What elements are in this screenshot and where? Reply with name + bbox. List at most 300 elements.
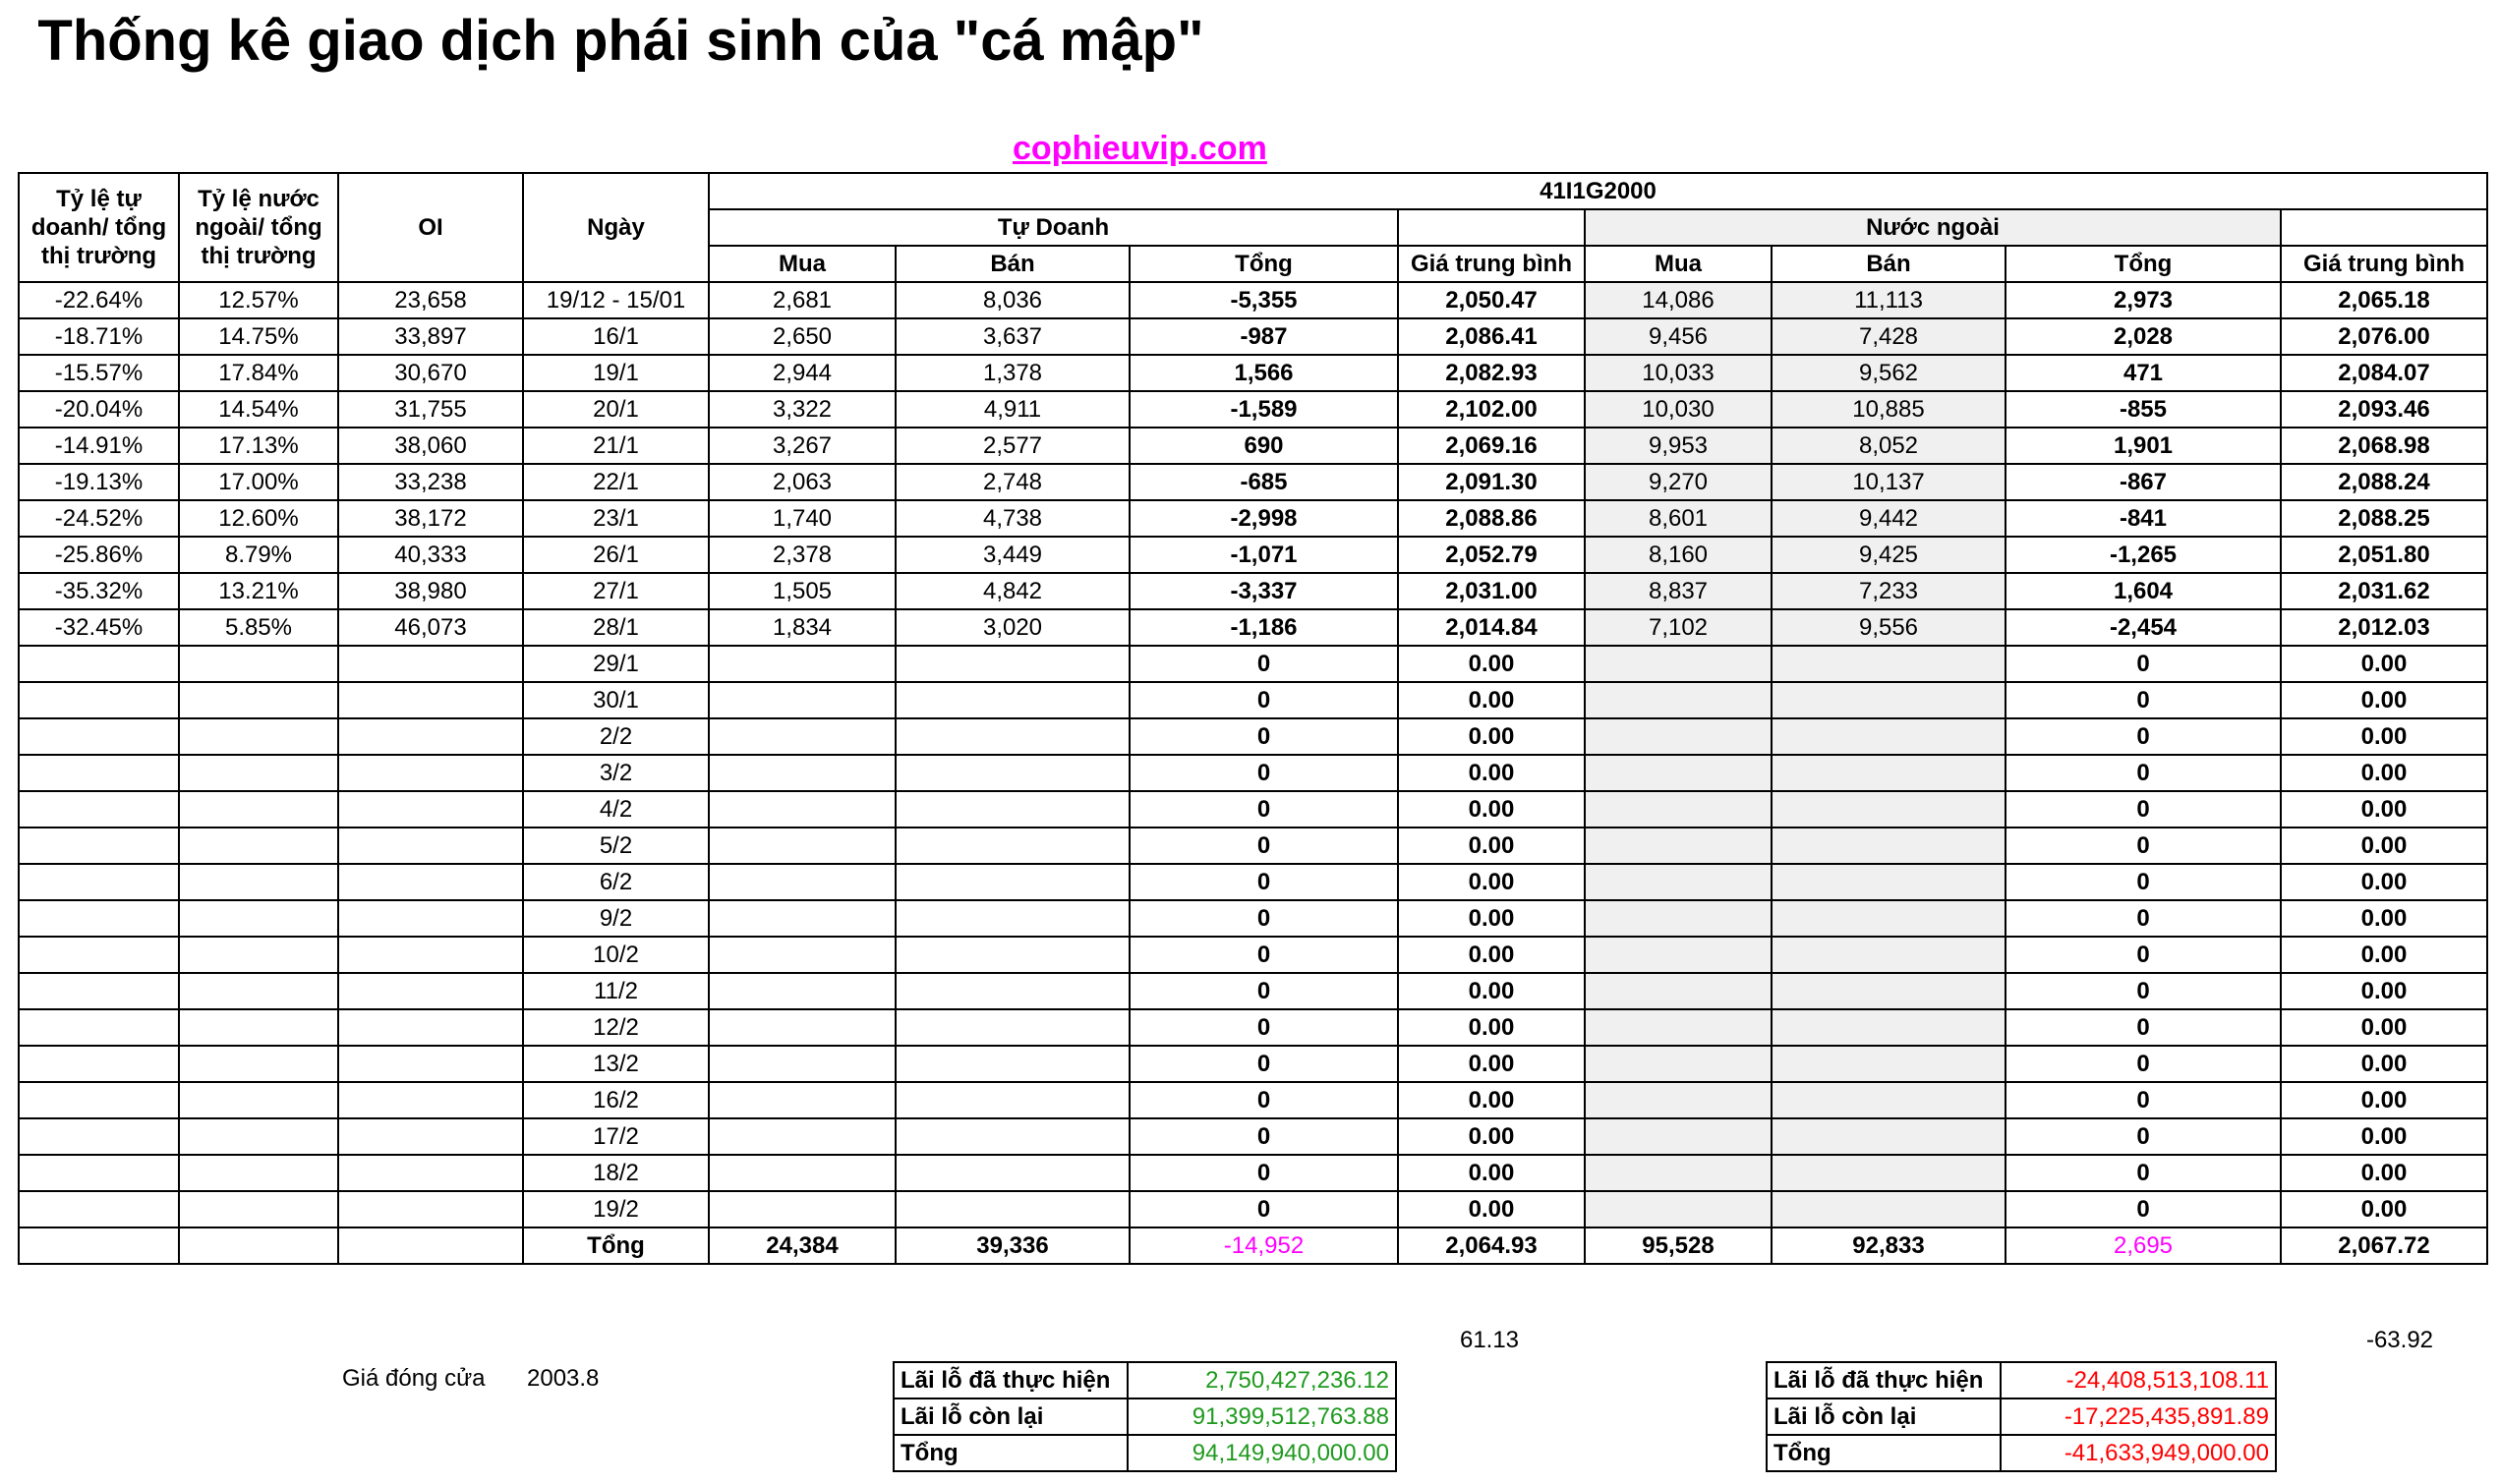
cell-nn-tong: -841 xyxy=(2006,500,2281,537)
pnl-label: Lãi lỗ đã thực hiện xyxy=(1767,1362,2001,1398)
table-row xyxy=(19,537,2487,573)
cell-nn-gia: 2,076.00 xyxy=(2281,318,2487,355)
cell-tl-nn xyxy=(179,864,338,900)
cell-tl-td xyxy=(19,1191,179,1227)
table-row xyxy=(19,1118,2487,1155)
cell-nn-mua: 8,160 xyxy=(1585,537,1772,573)
cell-nn-gia: 2,088.24 xyxy=(2281,464,2487,500)
cell-tl-nn xyxy=(179,1082,338,1118)
cell-td-gia: 2,088.86 xyxy=(1398,500,1585,537)
table-row xyxy=(19,646,2487,682)
cell-oi: 38,060 xyxy=(338,428,523,464)
cell-td-ban: 3,637 xyxy=(896,318,1130,355)
cell-td-gia: 2,050.47 xyxy=(1398,282,1585,318)
cell-td-ban: 2,748 xyxy=(896,464,1130,500)
header-ngay: Ngày xyxy=(523,173,709,282)
cell-td-gia: 2,082.93 xyxy=(1398,355,1585,391)
cell-nn-gia: 0.00 xyxy=(2281,937,2487,973)
cell-td-ban xyxy=(896,937,1130,973)
cell-td-ban xyxy=(896,646,1130,682)
pnl-tu-doanh-table xyxy=(893,1361,1397,1472)
cell-td-ban xyxy=(896,718,1130,755)
table-row xyxy=(19,391,2487,428)
cell-tl-td xyxy=(19,864,179,900)
cell-nn-gia: 0.00 xyxy=(2281,1191,2487,1227)
cell-nn-tong: -1,265 xyxy=(2006,537,2281,573)
cell-nn-ban: 7,233 xyxy=(1772,573,2006,609)
cell-nn-mua: 10,030 xyxy=(1585,391,1772,428)
cell-td-ban: 2,577 xyxy=(896,428,1130,464)
cell-nn-gia: 0.00 xyxy=(2281,1118,2487,1155)
cell-td-tong: 0 xyxy=(1130,1082,1398,1118)
cell-ngay: 30/1 xyxy=(523,682,709,718)
cell-tl-td xyxy=(19,1082,179,1118)
cell-td-gia: 0.00 xyxy=(1398,1155,1585,1191)
cell-tl-td xyxy=(19,900,179,937)
cell-tl-td: -25.86% xyxy=(19,537,179,573)
cell-tl-td: -18.71% xyxy=(19,318,179,355)
cell-nn-mua xyxy=(1585,1082,1772,1118)
cell-ngay: 23/1 xyxy=(523,500,709,537)
cell-tl-nn xyxy=(179,973,338,1009)
cell-tl-td xyxy=(19,973,179,1009)
header-nuoc-ngoai: Nước ngoài xyxy=(1585,209,2281,246)
cell-tl-nn: 13.21% xyxy=(179,573,338,609)
cell-tl-nn xyxy=(179,1118,338,1155)
cell-tl-nn: 17.13% xyxy=(179,428,338,464)
cell-nn-gia: 0.00 xyxy=(2281,900,2487,937)
table-row xyxy=(19,900,2487,937)
cell-nn-tong: 2,973 xyxy=(2006,282,2281,318)
cell-td-ban: 1,378 xyxy=(896,355,1130,391)
table-row xyxy=(19,573,2487,609)
cell-td-gia: 0.00 xyxy=(1398,973,1585,1009)
pnl-row xyxy=(1767,1362,2276,1398)
pnl-nuoc-ngoai-table xyxy=(1766,1361,2277,1472)
table-row xyxy=(19,1191,2487,1227)
cell-nn-tong: 0 xyxy=(2006,973,2281,1009)
total-td-gia: 2,064.93 xyxy=(1398,1227,1585,1264)
cell-tl-td: -15.57% xyxy=(19,355,179,391)
table-row xyxy=(19,355,2487,391)
total-td-ban: 39,336 xyxy=(896,1227,1130,1264)
table-row xyxy=(19,1155,2487,1191)
cell-nn-ban xyxy=(1772,937,2006,973)
cell-td-tong: -1,071 xyxy=(1130,537,1398,573)
cell-nn-ban: 10,885 xyxy=(1772,391,2006,428)
cell-td-gia: 0.00 xyxy=(1398,1191,1585,1227)
cell-nn-ban xyxy=(1772,1191,2006,1227)
cell-nn-mua xyxy=(1585,1118,1772,1155)
cell-nn-ban xyxy=(1772,1082,2006,1118)
cell-oi: 30,670 xyxy=(338,355,523,391)
cell-td-mua xyxy=(709,1082,896,1118)
cell-nn-mua xyxy=(1585,828,1772,864)
cell-td-tong: 0 xyxy=(1130,718,1398,755)
cell-nn-gia: 0.00 xyxy=(2281,973,2487,1009)
cell-nn-gia: 0.00 xyxy=(2281,1082,2487,1118)
cell-nn-mua xyxy=(1585,1191,1772,1227)
table-row xyxy=(19,718,2487,755)
cell-nn-gia: 0.00 xyxy=(2281,646,2487,682)
cell-ngay: 21/1 xyxy=(523,428,709,464)
header-nn-gia: Giá trung bình xyxy=(2281,246,2487,282)
header-tu-doanh: Tự Doanh xyxy=(709,209,1398,246)
cell-td-tong: 0 xyxy=(1130,828,1398,864)
cell-td-ban: 3,020 xyxy=(896,609,1130,646)
cell-tl-nn xyxy=(179,900,338,937)
cell-td-mua: 2,681 xyxy=(709,282,896,318)
cell-td-tong: 0 xyxy=(1130,864,1398,900)
cell-tl-nn xyxy=(179,682,338,718)
cell-td-tong: 0 xyxy=(1130,900,1398,937)
cell-tl-nn xyxy=(179,1009,338,1046)
cell-nn-mua xyxy=(1585,937,1772,973)
total-nn-gia: 2,067.72 xyxy=(2281,1227,2487,1264)
cell-nn-mua xyxy=(1585,864,1772,900)
table-row xyxy=(19,864,2487,900)
header-ty-le-nuoc-ngoai: Tỷ lệ nước ngoài/ tổng thị trường xyxy=(179,173,338,282)
cell-nn-ban: 11,113 xyxy=(1772,282,2006,318)
cell-td-tong: 1,566 xyxy=(1130,355,1398,391)
cell-oi xyxy=(338,1118,523,1155)
cell-oi xyxy=(338,1046,523,1082)
derivatives-table xyxy=(18,172,2488,1265)
cell-ngay: 5/2 xyxy=(523,828,709,864)
cell-td-mua xyxy=(709,718,896,755)
cell-tl-nn: 17.84% xyxy=(179,355,338,391)
pnl-value: -24,408,513,108.11 xyxy=(2001,1362,2276,1398)
cell-tl-nn xyxy=(179,1191,338,1227)
cell-oi: 38,172 xyxy=(338,500,523,537)
cell-nn-tong: 1,901 xyxy=(2006,428,2281,464)
pnl-row xyxy=(894,1362,1396,1398)
cell-oi xyxy=(338,791,523,828)
cell-td-gia: 0.00 xyxy=(1398,828,1585,864)
cell-td-ban xyxy=(896,1191,1130,1227)
cell-tl-nn xyxy=(179,828,338,864)
cell-nn-gia: 2,088.25 xyxy=(2281,500,2487,537)
pnl-row xyxy=(1767,1435,2276,1471)
pnl-label: Lãi lỗ còn lại xyxy=(894,1398,1128,1435)
cell-nn-ban xyxy=(1772,973,2006,1009)
cell-nn-ban xyxy=(1772,1118,2006,1155)
pnl-row xyxy=(894,1398,1396,1435)
cell-nn-ban: 7,428 xyxy=(1772,318,2006,355)
cell-nn-mua: 7,102 xyxy=(1585,609,1772,646)
cell-nn-tong: -2,454 xyxy=(2006,609,2281,646)
cell-nn-gia: 2,012.03 xyxy=(2281,609,2487,646)
cell-td-gia: 2,102.00 xyxy=(1398,391,1585,428)
pnl-value: -41,633,949,000.00 xyxy=(2001,1435,2276,1471)
cell-nn-ban: 8,052 xyxy=(1772,428,2006,464)
cell-nn-tong: 471 xyxy=(2006,355,2281,391)
site-link[interactable]: cophieuvip.com xyxy=(1013,130,1267,167)
cell-tl-td xyxy=(19,718,179,755)
cell-nn-tong: 0 xyxy=(2006,1191,2281,1227)
cell-td-gia: 0.00 xyxy=(1398,1118,1585,1155)
cell-ngay: 6/2 xyxy=(523,864,709,900)
cell-nn-mua xyxy=(1585,1155,1772,1191)
cell-tl-td: -32.45% xyxy=(19,609,179,646)
cell-td-gia: 0.00 xyxy=(1398,791,1585,828)
cell-nn-mua xyxy=(1585,791,1772,828)
cell-ngay: 29/1 xyxy=(523,646,709,682)
cell-nn-tong: 0 xyxy=(2006,1082,2281,1118)
cell-td-mua xyxy=(709,755,896,791)
total-row xyxy=(19,1227,2487,1264)
closing-price-label: Giá đóng cửa xyxy=(342,1365,486,1392)
cell-ngay: 16/2 xyxy=(523,1082,709,1118)
cell-oi xyxy=(338,1155,523,1191)
cell-nn-tong: 0 xyxy=(2006,646,2281,682)
pnl-value: 91,399,512,763.88 xyxy=(1128,1398,1396,1435)
cell-tl-nn: 14.75% xyxy=(179,318,338,355)
cell-td-mua: 2,063 xyxy=(709,464,896,500)
cell-td-mua xyxy=(709,1009,896,1046)
cell-tl-td xyxy=(19,646,179,682)
cell-nn-mua xyxy=(1585,1009,1772,1046)
cell-nn-gia: 2,093.46 xyxy=(2281,391,2487,428)
cell-td-ban xyxy=(896,1009,1130,1046)
total-label: Tổng xyxy=(523,1227,709,1264)
page-title: Thống kê giao dịch phái sinh của "cá mập" xyxy=(37,9,1204,73)
cell-nn-ban: 10,137 xyxy=(1772,464,2006,500)
cell-tl-nn: 5.85% xyxy=(179,609,338,646)
cell-nn-ban xyxy=(1772,864,2006,900)
cell-td-ban xyxy=(896,828,1130,864)
cell-oi: 33,897 xyxy=(338,318,523,355)
header-nn-ban: Bán xyxy=(1772,246,2006,282)
cell-nn-mua: 14,086 xyxy=(1585,282,1772,318)
table-row xyxy=(19,428,2487,464)
cell-nn-gia: 0.00 xyxy=(2281,1046,2487,1082)
header-contract: 41I1G2000 xyxy=(709,173,2487,209)
cell-td-tong: -2,998 xyxy=(1130,500,1398,537)
cell-nn-tong: 0 xyxy=(2006,1118,2281,1155)
cell-oi xyxy=(338,937,523,973)
cell-nn-gia: 0.00 xyxy=(2281,1155,2487,1191)
cell-td-gia: 2,052.79 xyxy=(1398,537,1585,573)
cell-td-mua xyxy=(709,937,896,973)
header-td-gia: Giá trung bình xyxy=(1398,246,1585,282)
cell-oi: 38,980 xyxy=(338,573,523,609)
cell-nn-ban: 9,562 xyxy=(1772,355,2006,391)
cell-ngay: 9/2 xyxy=(523,900,709,937)
cell-nn-gia: 2,068.98 xyxy=(2281,428,2487,464)
cell-td-gia: 0.00 xyxy=(1398,718,1585,755)
cell-nn-gia: 2,051.80 xyxy=(2281,537,2487,573)
cell-td-ban xyxy=(896,755,1130,791)
cell-td-tong: 0 xyxy=(1130,1009,1398,1046)
cell-nn-gia: 2,084.07 xyxy=(2281,355,2487,391)
cell-td-ban: 3,449 xyxy=(896,537,1130,573)
cell-ngay: 2/2 xyxy=(523,718,709,755)
cell-td-gia: 0.00 xyxy=(1398,1009,1585,1046)
table-row xyxy=(19,464,2487,500)
pnl-row xyxy=(894,1435,1396,1471)
cell-td-mua: 2,944 xyxy=(709,355,896,391)
cell-oi xyxy=(338,864,523,900)
pnl-label: Tổng xyxy=(1767,1435,2001,1471)
header-td-tong: Tổng xyxy=(1130,246,1398,282)
cell-oi: 33,238 xyxy=(338,464,523,500)
cell-nn-mua xyxy=(1585,755,1772,791)
cell-ngay: 4/2 xyxy=(523,791,709,828)
cell-nn-mua xyxy=(1585,973,1772,1009)
cell-td-mua xyxy=(709,1155,896,1191)
cell-td-mua xyxy=(709,1118,896,1155)
cell-oi xyxy=(338,973,523,1009)
table-row xyxy=(19,755,2487,791)
cell-td-gia: 0.00 xyxy=(1398,864,1585,900)
cell-tl-td xyxy=(19,1118,179,1155)
cell-oi xyxy=(338,1191,523,1227)
cell-tl-nn xyxy=(179,791,338,828)
table-row xyxy=(19,682,2487,718)
total-nn-ban: 92,833 xyxy=(1772,1227,2006,1264)
cell-td-tong: 0 xyxy=(1130,973,1398,1009)
cell-td-ban xyxy=(896,1118,1130,1155)
cell-ngay: 22/1 xyxy=(523,464,709,500)
cell-td-tong: -1,589 xyxy=(1130,391,1398,428)
cell-td-gia: 0.00 xyxy=(1398,1046,1585,1082)
cell-tl-nn xyxy=(179,646,338,682)
cell-td-mua: 1,505 xyxy=(709,573,896,609)
cell-tl-nn: 14.54% xyxy=(179,391,338,428)
table-row xyxy=(19,1009,2487,1046)
cell-tl-td xyxy=(19,1009,179,1046)
cell-td-gia: 2,086.41 xyxy=(1398,318,1585,355)
cell-oi xyxy=(338,1082,523,1118)
cell-td-mua xyxy=(709,791,896,828)
pnl-value: 2,750,427,236.12 xyxy=(1128,1362,1396,1398)
cell-td-gia: 0.00 xyxy=(1398,937,1585,973)
cell-nn-gia: 0.00 xyxy=(2281,1009,2487,1046)
cell-td-gia: 2,014.84 xyxy=(1398,609,1585,646)
cell-tl-td: -35.32% xyxy=(19,573,179,609)
cell-td-mua xyxy=(709,828,896,864)
cell-nn-tong: 0 xyxy=(2006,755,2281,791)
cell-td-gia: 2,091.30 xyxy=(1398,464,1585,500)
table-row xyxy=(19,937,2487,973)
cell-nn-tong: 0 xyxy=(2006,682,2281,718)
cell-ngay: 19/12 - 15/01 xyxy=(523,282,709,318)
cell-td-mua xyxy=(709,1046,896,1082)
cell-td-ban xyxy=(896,1155,1130,1191)
header-td-ban: Bán xyxy=(896,246,1130,282)
cell-td-mua xyxy=(709,900,896,937)
cell-tl-nn: 8.79% xyxy=(179,537,338,573)
cell-nn-gia: 0.00 xyxy=(2281,755,2487,791)
cell-td-gia: 0.00 xyxy=(1398,646,1585,682)
cell-ngay: 11/2 xyxy=(523,973,709,1009)
cell-td-mua: 1,834 xyxy=(709,609,896,646)
cell-td-ban: 4,842 xyxy=(896,573,1130,609)
cell-nn-gia: 0.00 xyxy=(2281,828,2487,864)
cell-td-ban xyxy=(896,900,1130,937)
table-row xyxy=(19,500,2487,537)
cell-nn-mua: 9,456 xyxy=(1585,318,1772,355)
cell-td-tong: 0 xyxy=(1130,1118,1398,1155)
cell-oi xyxy=(338,755,523,791)
cell-td-gia: 0.00 xyxy=(1398,755,1585,791)
cell-tl-nn: 12.60% xyxy=(179,500,338,537)
table-row xyxy=(19,828,2487,864)
total-nn-tong: 2,695 xyxy=(2006,1227,2281,1264)
cell-nn-tong: 0 xyxy=(2006,900,2281,937)
header-td-mua: Mua xyxy=(709,246,896,282)
cell-oi xyxy=(338,1009,523,1046)
cell-ngay: 10/2 xyxy=(523,937,709,973)
cell-nn-mua: 8,601 xyxy=(1585,500,1772,537)
cell-ngay: 17/2 xyxy=(523,1118,709,1155)
cell-ngay: 13/2 xyxy=(523,1046,709,1082)
cell-nn-ban xyxy=(1772,828,2006,864)
cell-nn-tong: 0 xyxy=(2006,1155,2281,1191)
cell-tl-td xyxy=(19,682,179,718)
cell-td-tong: 0 xyxy=(1130,791,1398,828)
cell-nn-gia: 0.00 xyxy=(2281,791,2487,828)
cell-td-ban xyxy=(896,1046,1130,1082)
cell-nn-mua xyxy=(1585,646,1772,682)
cell-ngay: 26/1 xyxy=(523,537,709,573)
cell-td-ban xyxy=(896,864,1130,900)
cell-oi: 31,755 xyxy=(338,391,523,428)
cell-tl-nn xyxy=(179,718,338,755)
cell-td-tong: 0 xyxy=(1130,682,1398,718)
cell-ngay: 20/1 xyxy=(523,391,709,428)
cell-td-ban xyxy=(896,791,1130,828)
cell-oi xyxy=(338,646,523,682)
cell-nn-mua: 8,837 xyxy=(1585,573,1772,609)
cell-nn-gia: 0.00 xyxy=(2281,682,2487,718)
cell-td-gia: 2,069.16 xyxy=(1398,428,1585,464)
cell-td-tong: 0 xyxy=(1130,1191,1398,1227)
cell-oi xyxy=(338,718,523,755)
cell-nn-ban xyxy=(1772,791,2006,828)
cell-ngay: 19/2 xyxy=(523,1191,709,1227)
cell-nn-tong: -855 xyxy=(2006,391,2281,428)
cell-oi: 46,073 xyxy=(338,609,523,646)
pnl-row xyxy=(1767,1398,2276,1435)
cell-tl-nn: 12.57% xyxy=(179,282,338,318)
cell-td-ban: 4,911 xyxy=(896,391,1130,428)
cell-td-tong: 0 xyxy=(1130,646,1398,682)
header-oi: OI xyxy=(338,173,523,282)
cell-td-mua: 2,650 xyxy=(709,318,896,355)
cell-nn-mua xyxy=(1585,900,1772,937)
cell-nn-tong: 2,028 xyxy=(2006,318,2281,355)
cell-td-ban: 4,738 xyxy=(896,500,1130,537)
cell-ngay: 28/1 xyxy=(523,609,709,646)
cell-oi: 40,333 xyxy=(338,537,523,573)
cell-nn-tong: 0 xyxy=(2006,828,2281,864)
cell-nn-mua xyxy=(1585,682,1772,718)
table-row xyxy=(19,318,2487,355)
cell-ngay: 19/1 xyxy=(523,355,709,391)
cell-nn-tong: -867 xyxy=(2006,464,2281,500)
cell-nn-tong: 0 xyxy=(2006,1009,2281,1046)
cell-td-mua xyxy=(709,973,896,1009)
cell-nn-ban xyxy=(1772,755,2006,791)
cell-td-gia: 0.00 xyxy=(1398,900,1585,937)
cell-nn-ban xyxy=(1772,900,2006,937)
cell-td-gia: 2,031.00 xyxy=(1398,573,1585,609)
cell-nn-mua xyxy=(1585,718,1772,755)
cell-ngay: 3/2 xyxy=(523,755,709,791)
cell-td-tong: -3,337 xyxy=(1130,573,1398,609)
